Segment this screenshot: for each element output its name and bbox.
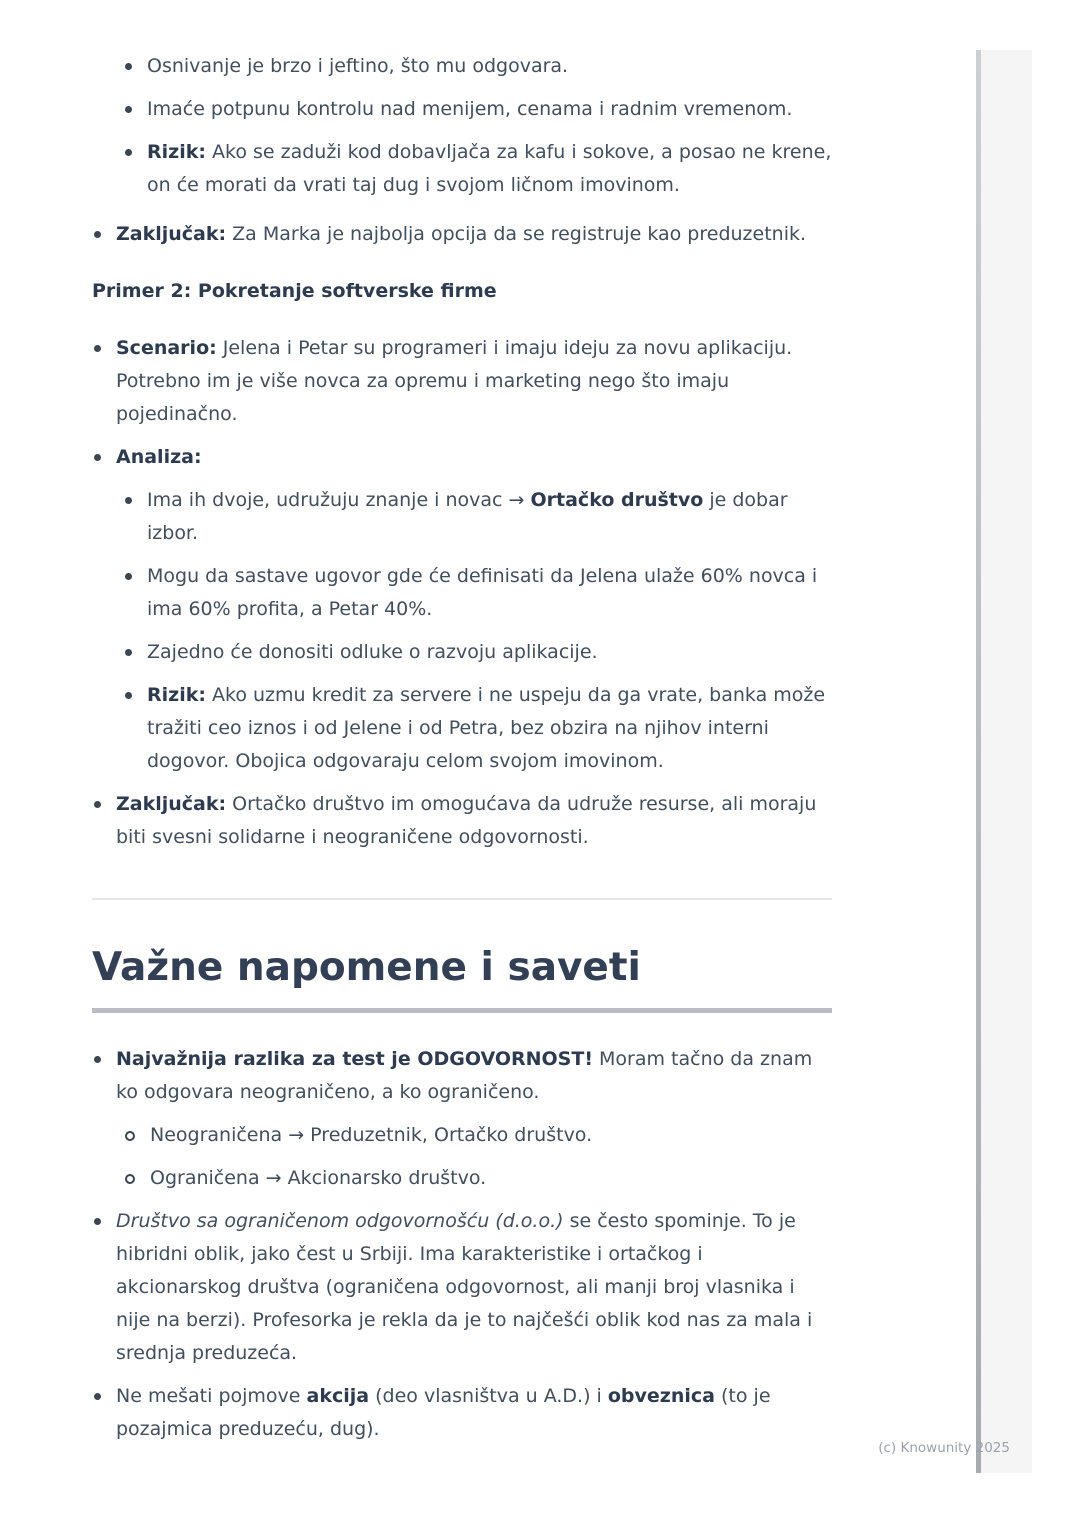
list-item bbox=[92, 1205, 832, 1370]
text-run: Imaće potpunu kontrolu nad menijem, cenama i radnim vremenom. bbox=[147, 98, 793, 120]
list-item-text bbox=[150, 1162, 832, 1195]
list-item bbox=[123, 136, 832, 202]
list-item-text bbox=[116, 441, 832, 474]
bullet-icon bbox=[125, 692, 132, 699]
bullet-icon bbox=[125, 63, 132, 70]
bullet-icon bbox=[94, 231, 101, 238]
section-title: Važne napomene i saveti bbox=[92, 944, 832, 1013]
list-item-text bbox=[116, 1043, 832, 1109]
list-item-text bbox=[147, 679, 832, 778]
list-item bbox=[92, 788, 832, 854]
bullet-icon bbox=[125, 149, 132, 156]
text-run: Ne mešati pojmove bbox=[116, 1385, 307, 1407]
bullet-icon bbox=[94, 345, 101, 352]
list-item bbox=[92, 1043, 832, 1109]
document-page bbox=[92, 50, 832, 1462]
text-run: Najvažnija razlika za test je ODGOVORNOST! bbox=[116, 1048, 593, 1070]
primer2-list bbox=[92, 332, 832, 854]
text-run: Ortačko društvo bbox=[530, 489, 704, 511]
text-run: Rizik: bbox=[147, 684, 206, 706]
list-item bbox=[92, 218, 832, 251]
text-run: je dobar izbor. bbox=[147, 489, 788, 544]
text-run: Za Marka je najbolja opcija da se registruje kao preduzetnik. bbox=[226, 223, 807, 245]
text-run: Zaključak: bbox=[116, 793, 227, 815]
primer2-heading bbox=[92, 275, 832, 308]
list-item bbox=[123, 679, 832, 778]
text-run: Jelena i Petar su programeri i imaju ideju za novu aplikaciju. Potrebno im je više novca za opremu i marketing nego što imaju pojedinačno. bbox=[116, 337, 793, 425]
list-item-text bbox=[147, 93, 832, 126]
list-item bbox=[123, 1119, 832, 1152]
bullet-icon bbox=[94, 1218, 101, 1225]
text-run: Ograničena → Akcionarsko društvo. bbox=[150, 1167, 487, 1189]
bullet-icon bbox=[125, 649, 132, 656]
bullet-icon bbox=[125, 1174, 135, 1184]
text-run: obveznica bbox=[607, 1385, 715, 1407]
list-item bbox=[123, 484, 832, 550]
list-item-text bbox=[147, 636, 832, 669]
list-item-text bbox=[147, 560, 832, 626]
bullet-icon bbox=[94, 454, 101, 461]
list-item-text bbox=[116, 1380, 832, 1446]
list-item-text bbox=[116, 332, 832, 431]
scrollbar-thumb[interactable] bbox=[976, 50, 981, 1473]
list-item bbox=[92, 1380, 832, 1446]
text-run: Analiza: bbox=[116, 446, 202, 468]
nested-list bbox=[123, 1119, 832, 1195]
side-strip bbox=[981, 50, 1032, 1473]
text-run: (to je pozajmica preduzeću, dug). bbox=[116, 1385, 771, 1440]
list-item-text bbox=[116, 1205, 832, 1370]
bullet-icon bbox=[125, 106, 132, 113]
text-run: Mogu da sastave ugovor gde će definisati da Jelena ulaže 60% novca i ima 60% profita, a Petar 40%. bbox=[147, 565, 818, 620]
nested-list bbox=[123, 484, 832, 778]
list-item bbox=[123, 1162, 832, 1195]
list-item-text bbox=[116, 218, 832, 251]
list-item bbox=[123, 560, 832, 626]
text-run: Ako uzmu kredit za servere i ne uspeju da ga vrate, banka može tražiti ceo iznos i od Jelene i od Petra, bez obzira na njihov interni dogovor. Obojica odgovaraju celom svojom imovinom. bbox=[147, 684, 826, 772]
intro-sublist bbox=[123, 50, 832, 202]
list-item bbox=[92, 441, 832, 474]
notes-list bbox=[92, 1043, 832, 1446]
section-divider bbox=[92, 898, 832, 900]
text-run: se često spominje. To je hibridni oblik, jako čest u Srbiji. Ima karakteristike i ortačkog i akcionarskog društva (ograničena odgovornost, ali manji broj vlasnika i nije na berzi). Profesorka je rekla da je to najčešći oblik kod nas za mala i srednja preduzeća. bbox=[116, 1210, 813, 1364]
bullet-icon bbox=[125, 497, 132, 504]
bullet-icon bbox=[94, 1056, 101, 1063]
text-run: (deo vlasništva u A.D.) i bbox=[369, 1385, 608, 1407]
text-run: Primer 2: Pokretanje softverske firme bbox=[92, 280, 497, 302]
list-item-text bbox=[116, 788, 832, 854]
text-run: Ortačko društvo im omogućava da udruže resurse, ali moraju biti svesni solidarne i neograničene odgovornosti. bbox=[116, 793, 817, 848]
list-item-text bbox=[147, 50, 832, 83]
list-item-text bbox=[147, 484, 832, 550]
list-item bbox=[123, 50, 832, 83]
bullet-icon bbox=[125, 573, 132, 580]
text-run: Rizik: bbox=[147, 141, 206, 163]
text-run: Ima ih dvoje, udružuju znanje i novac → bbox=[147, 489, 531, 511]
list-item-text bbox=[147, 136, 832, 202]
list-item-text bbox=[150, 1119, 832, 1152]
copyright: (c) Knowunity 2025 bbox=[878, 1440, 1010, 1456]
text-run: Zaključak: bbox=[116, 223, 227, 245]
bullet-icon bbox=[94, 801, 101, 808]
text-run: Osnivanje je brzo i jeftino, što mu odgovara. bbox=[147, 55, 569, 77]
text-run: Zajedno će donositi odluke o razvoju aplikacije. bbox=[147, 641, 598, 663]
list-item bbox=[123, 93, 832, 126]
text-run: Moram tačno da znam ko odgovara neograničeno, a ko ograničeno. bbox=[116, 1048, 813, 1103]
list-item bbox=[92, 332, 832, 431]
text-run: Scenario: bbox=[116, 337, 217, 359]
text-run: akcija bbox=[306, 1385, 370, 1407]
intro-conclusion-list bbox=[92, 218, 832, 251]
text-run: Neograničena → Preduzetnik, Ortačko društvo. bbox=[150, 1124, 593, 1146]
text-run: Društvo sa ograničenom odgovornošću (d.o.o.) bbox=[116, 1210, 564, 1232]
bullet-icon bbox=[94, 1393, 101, 1400]
bullet-icon bbox=[125, 1131, 135, 1141]
text-run: Ako se zaduži kod dobavljača za kafu i sokove, a posao ne krene, on će morati da vrati taj dug i svojom ličnom imovinom. bbox=[147, 141, 832, 196]
list-item bbox=[123, 636, 832, 669]
